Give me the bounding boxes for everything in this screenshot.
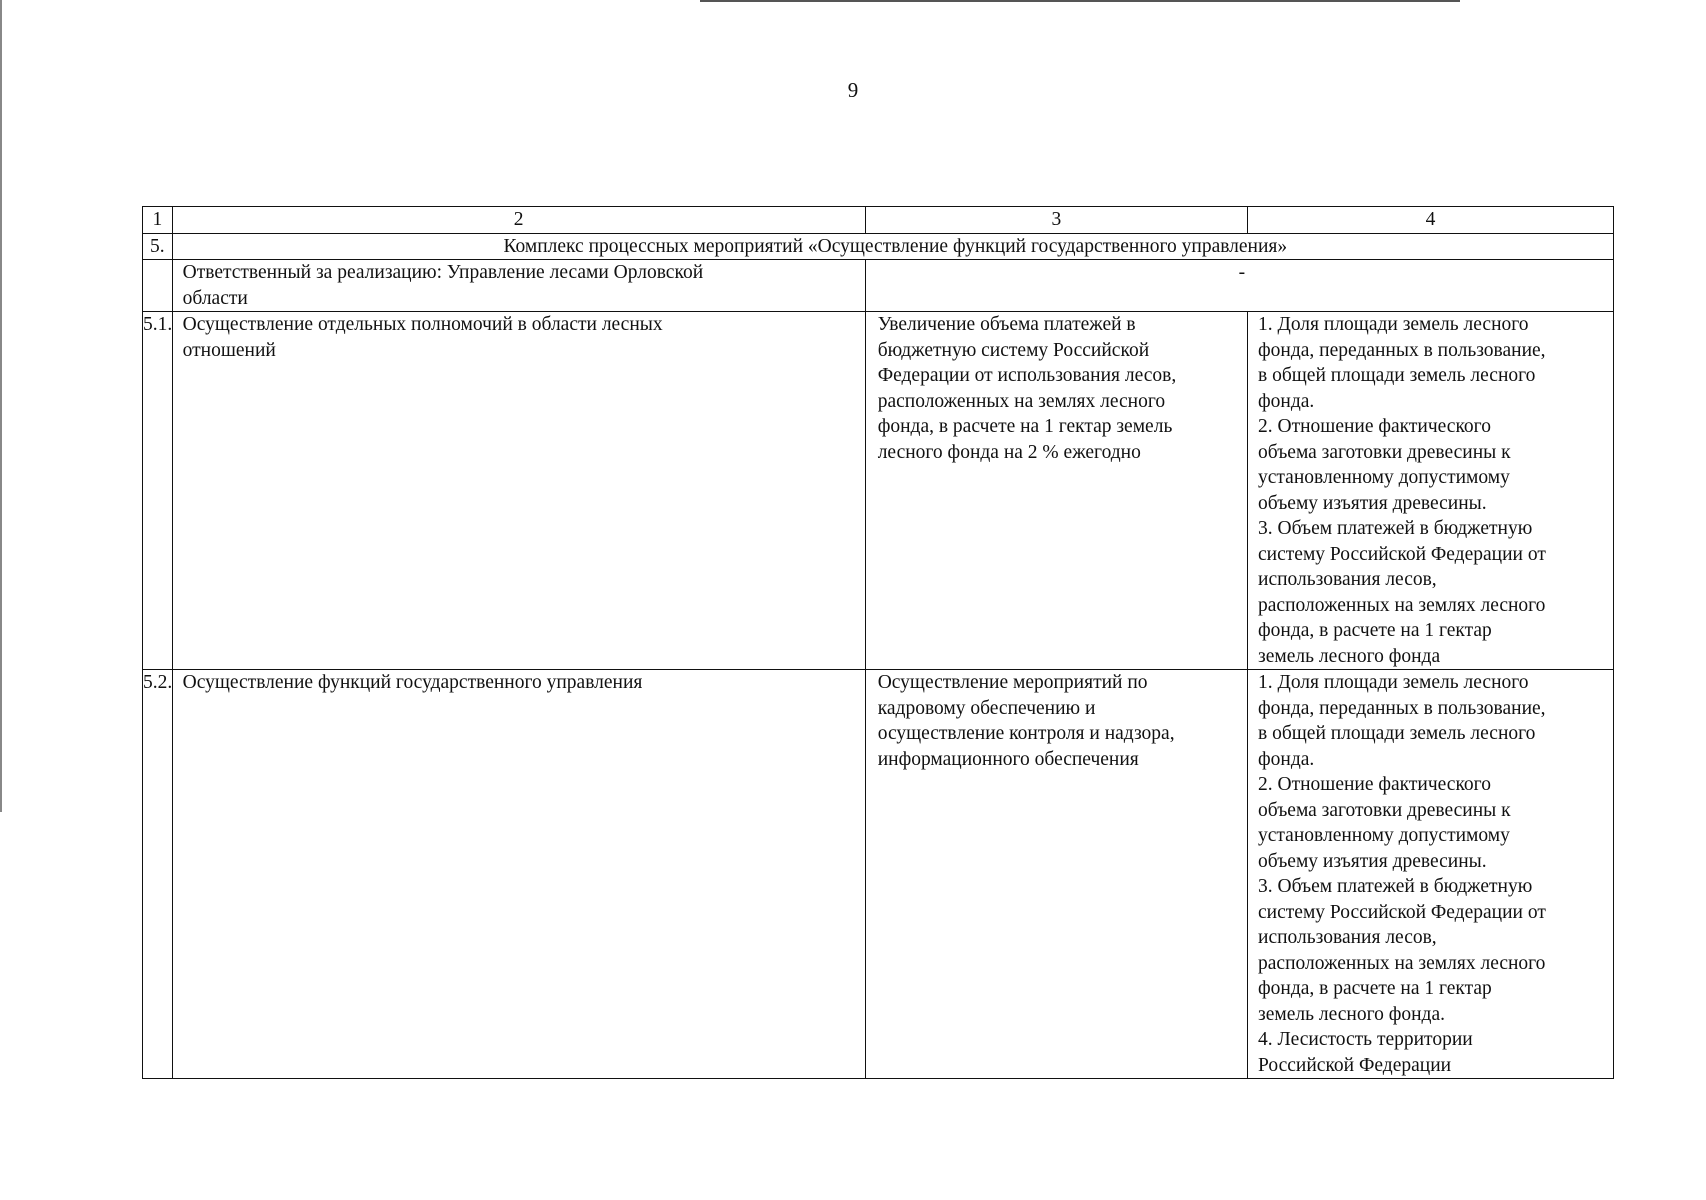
row-result: Увеличение объема платежей в бюджетную систему Российской Федерации от использования лесов, расположенных на землях лесного фонда, в расчете на 1 гектар земель лесного фонда на 2 % ежегодно — [865, 312, 1247, 670]
responsible-row — [143, 260, 1614, 312]
table-row — [143, 670, 1614, 1079]
responsible-value: - — [865, 260, 1613, 312]
scan-edge-top — [700, 0, 1460, 2]
section-title: Комплекс процессных мероприятий «Осуществление функций государственного управления» — [172, 233, 1613, 260]
measures-table — [142, 206, 1614, 1079]
header-cell-2: 2 — [172, 207, 865, 234]
row-result: Осуществление мероприятий по кадровому обеспечению и осуществление контроля и надзора, информационного обеспечения — [865, 670, 1247, 1079]
table-header-row — [143, 207, 1614, 234]
row-number: 5.1. — [143, 312, 173, 670]
row-number: 5.2. — [143, 670, 173, 1079]
page-number: 9 — [847, 78, 859, 102]
row-task: Осуществление функций государственного управления — [172, 670, 865, 1079]
section-number: 5. — [143, 233, 173, 260]
row-indicators: 1. Доля площади земель лесного фонда, переданных в пользование, в общей площади земель лесного фонда. 2. Отношение фактического объема заготовки древесины к установленному допустимому объему изъятия древесины. 3. Объем платежей в бюджетную систему Российской Федерации от использования лесов, расположенных на землях лесного фонда, в расчете на 1 гектар земель лесного фонда — [1248, 312, 1614, 670]
header-cell-1: 1 — [143, 207, 173, 234]
responsible-label: Ответственный за реализацию: Управление лесами Орловской области — [172, 260, 865, 312]
table-row — [143, 312, 1614, 670]
row-task: Осуществление отдельных полномочий в области лесных отношений — [172, 312, 865, 670]
responsible-number-empty — [143, 260, 173, 312]
row-indicators: 1. Доля площади земель лесного фонда, переданных в пользование, в общей площади земель лесного фонда. 2. Отношение фактического объема заготовки древесины к установленному допустимому объему изъятия древесины. 3. Объем платежей в бюджетную систему Российской Федерации от использования лесов, расположенных на землях лесного фонда, в расчете на 1 гектар земель лесного фонда. 4. Лесистость территории Российской Федерации — [1248, 670, 1614, 1079]
header-cell-3: 3 — [865, 207, 1247, 234]
scan-edge-left — [0, 0, 2, 812]
section-row — [143, 233, 1614, 260]
header-cell-4: 4 — [1248, 207, 1614, 234]
